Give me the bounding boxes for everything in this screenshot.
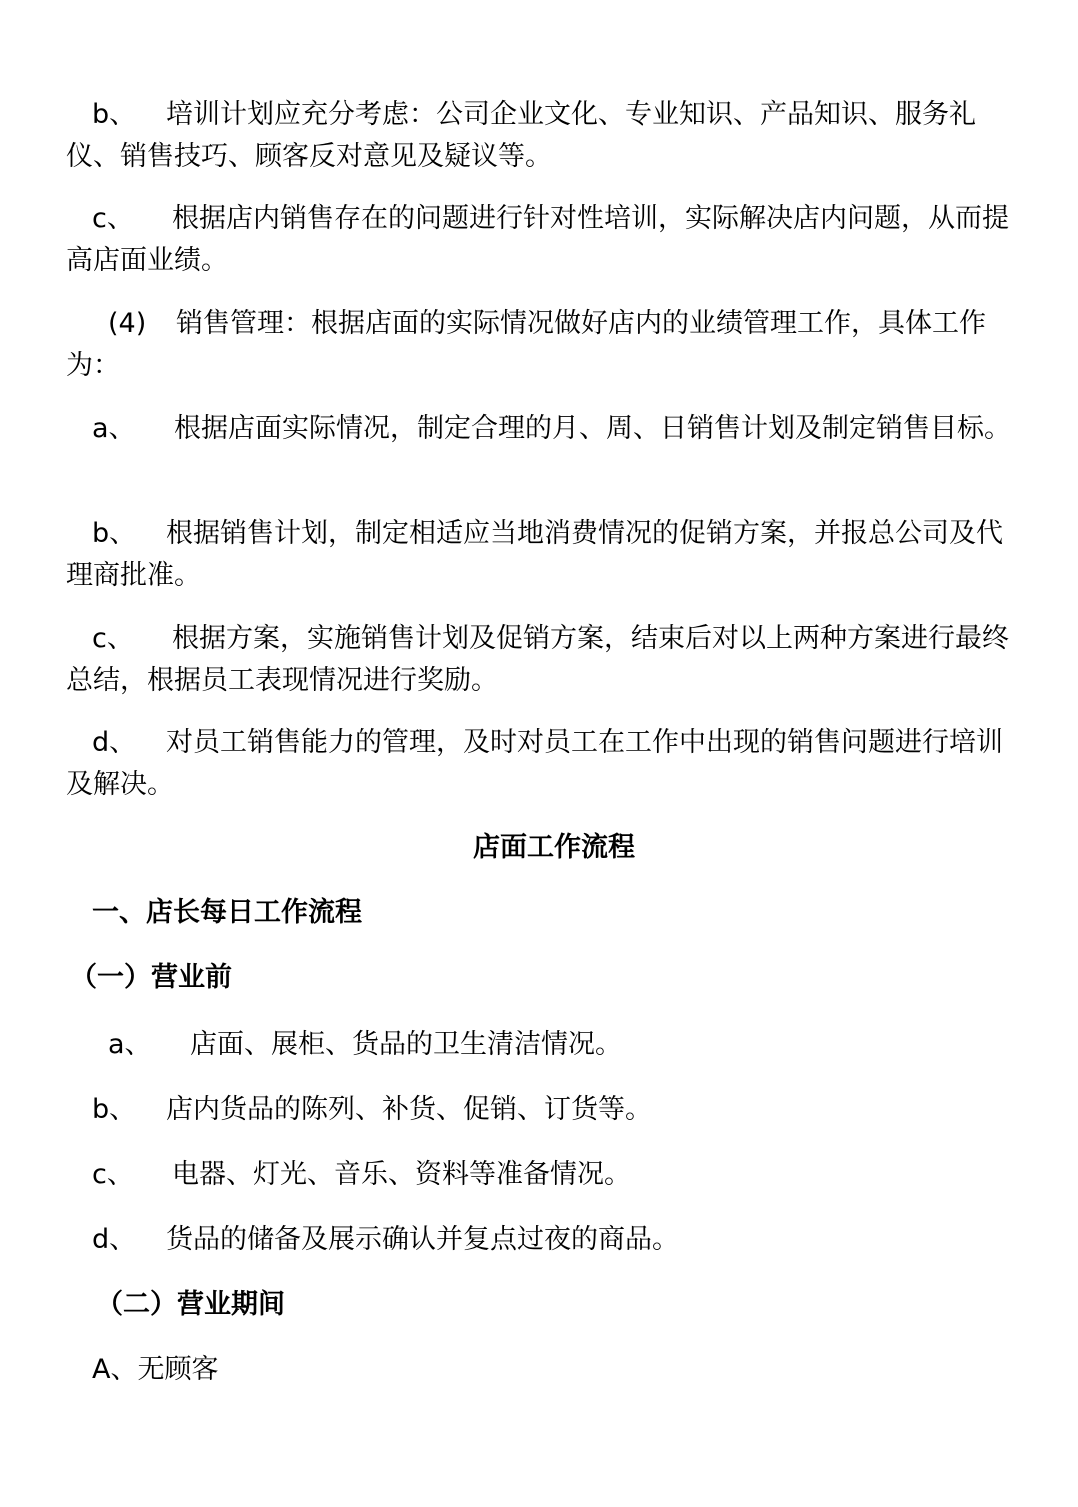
list-item-marker: a、 [108,1029,152,1060]
paragraph-text: 根据方案，实施销售计划及促销方案，结束后对以上两种方案进行最终总结，根据员工表现情况进行奖励。 [66,623,1009,696]
paragraph-marker: c、 [92,623,134,654]
list-item-text: 电器、灯光、音乐、资料等准备情况。 [172,1159,631,1190]
list-item-text: 店面、展柜、货品的卫生清洁情况。 [190,1029,622,1060]
list-item [66,1154,1011,1196]
paragraph-sales-management [66,303,1011,387]
list-item [66,1219,1011,1261]
list-item [66,1089,1011,1131]
paragraph-marker: d、 [92,727,137,758]
heading-store-manager-daily-workflow: 一、店长每日工作流程 [92,897,362,928]
paragraph-marker: a、 [92,413,136,444]
heading-before-business: （一）营业前 [70,962,232,993]
paragraph-targeted-training [66,198,1011,282]
paragraph-marker: b、 [92,518,137,549]
section-title: 店面工作流程 [473,832,635,863]
paragraph-marker: c、 [92,203,134,234]
list-item-text: 货品的储备及展示确认并复点过夜的商品。 [166,1224,679,1255]
sub-item-no-customer: A、无顾客 [92,1354,219,1385]
list-item-marker: d、 [92,1224,137,1255]
paragraph-training-plan [66,94,1011,178]
paragraph-staff-sales-ability [66,722,1011,806]
list-item-marker: c、 [92,1159,134,1190]
paragraph-execute-plan [66,618,1011,702]
heading-during-business: （二）营业期间 [96,1289,285,1320]
paragraph-text: 根据销售计划，制定相适应当地消费情况的促销方案，并报总公司及代理商批准。 [66,518,1003,591]
paragraph-text: 培训计划应充分考虑：公司企业文化、专业知识、产品知识、服务礼仪、销售技巧、顾客反对意见及疑议等。 [66,99,976,172]
paragraph-text: 对员工销售能力的管理，及时对员工在工作中出现的销售问题进行培训及解决。 [66,727,1003,800]
list-item-text: 店内货品的陈列、补货、促销、订货等。 [166,1094,652,1125]
paragraph-text: 根据店内销售存在的问题进行针对性培训，实际解决店内问题，从而提高店面业绩。 [66,203,1009,276]
paragraph-marker: b、 [92,99,137,130]
paragraph-text: 销售管理：根据店面的实际情况做好店内的业绩管理工作，具体工作为： [66,308,986,381]
paragraph-marker: (4) [108,308,147,339]
list-item-marker: b、 [92,1094,137,1125]
paragraph-sales-plan [66,408,1011,450]
paragraph-text: 根据店面实际情况，制定合理的月、周、日销售计划及制定销售目标。 [174,413,1011,444]
paragraph-promotion-plan [66,513,1011,597]
list-item [66,1024,1011,1066]
